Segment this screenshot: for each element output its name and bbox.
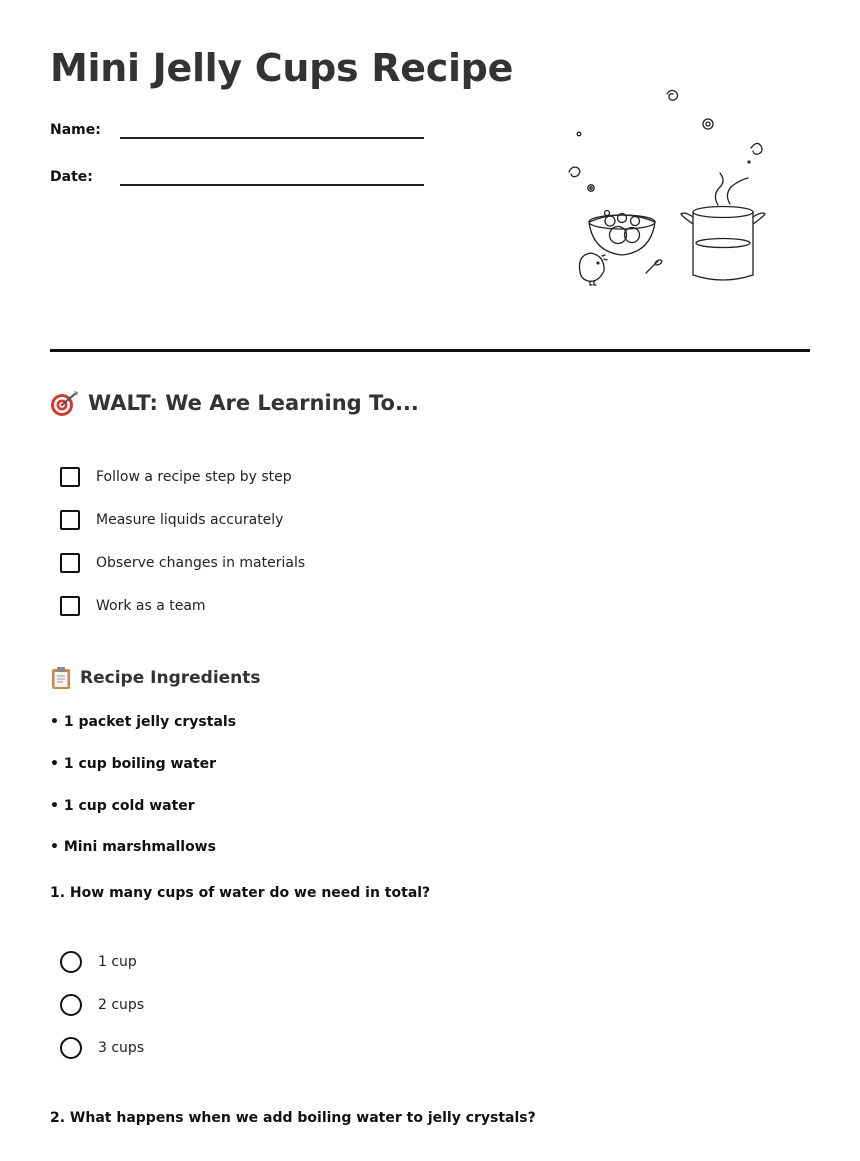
question-2: 2. What happens when we add boiling water to jelly crystals?	[50, 1110, 536, 1126]
answer-radio-2[interactable]	[60, 994, 82, 1016]
answer-option[interactable]	[60, 993, 144, 1017]
walt-checkbox-4[interactable]	[60, 596, 80, 616]
walt-item-label: Work as a team	[96, 598, 206, 614]
page-title: Mini Jelly Cups Recipe	[50, 46, 514, 90]
ingredient-item: • Mini marshmallows	[50, 839, 216, 855]
question-1: 1. How many cups of water do we need in total?	[50, 885, 431, 901]
clipboard-icon	[50, 666, 72, 690]
walt-heading	[50, 389, 419, 417]
date-input[interactable]	[120, 182, 424, 186]
walt-item[interactable]	[60, 594, 206, 618]
name-input[interactable]	[120, 135, 424, 139]
walt-item[interactable]	[60, 551, 305, 575]
answer-radio-1[interactable]	[60, 951, 82, 973]
walt-heading-text: WALT: We Are Learning To...	[88, 391, 419, 415]
answer-option-label: 3 cups	[98, 1040, 145, 1056]
ingredient-item: • 1 cup cold water	[50, 798, 195, 814]
ingredient-item: • 1 cup boiling water	[50, 756, 216, 772]
section-divider	[50, 349, 810, 352]
walt-checkbox-3[interactable]	[60, 553, 80, 573]
cooking-pot-bowl-illustration	[560, 80, 780, 295]
walt-checkbox-2[interactable]	[60, 510, 80, 530]
ingredients-heading	[50, 666, 261, 690]
walt-item-label: Observe changes in materials	[96, 555, 306, 571]
answer-radio-3[interactable]	[60, 1037, 82, 1059]
ingredients-heading-text: Recipe Ingredients	[80, 668, 261, 688]
walt-item[interactable]	[60, 508, 283, 532]
walt-checkbox-1[interactable]	[60, 467, 80, 487]
walt-item-label: Follow a recipe step by step	[96, 469, 292, 485]
answer-option-label: 2 cups	[98, 997, 145, 1013]
answer-option-label: 1 cup	[98, 954, 137, 970]
date-label: Date:	[50, 169, 93, 185]
target-icon	[50, 389, 80, 417]
name-label: Name:	[50, 122, 101, 138]
walt-item[interactable]	[60, 465, 292, 489]
answer-option[interactable]	[60, 950, 137, 974]
answer-option[interactable]	[60, 1036, 144, 1060]
walt-item-label: Measure liquids accurately	[96, 512, 284, 528]
ingredient-item: • 1 packet jelly crystals	[50, 714, 237, 730]
